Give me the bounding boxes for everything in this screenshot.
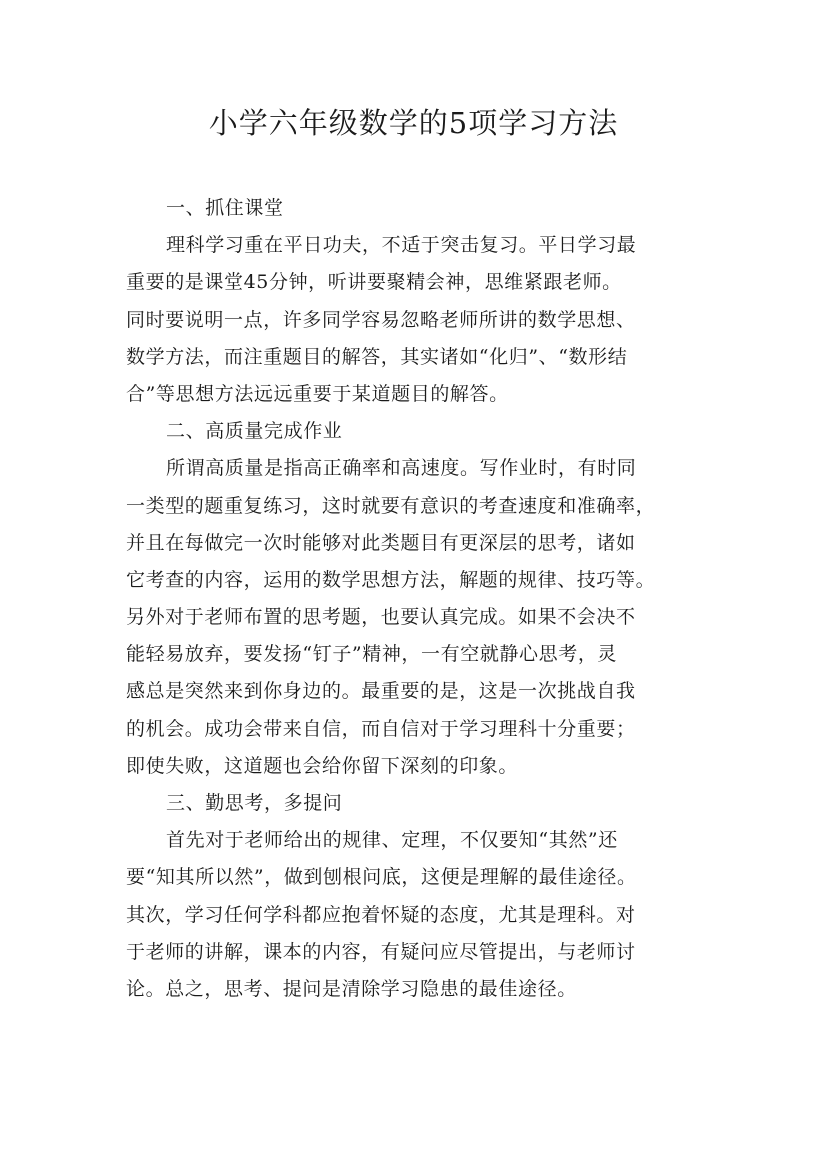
paragraph-line: 能轻易放弃，要发扬“钉子”精神，一有空就静心思考，灵 [126, 643, 618, 666]
paragraph-line: 它考查的内容，运用的数学思想方法，解题的规律、技巧等。 [126, 568, 656, 591]
paragraph-line-first: 所谓高质量是指高正确率和高速度。写作业时，有时同 [166, 457, 637, 480]
paragraph-line: 论。总之，思考、提问是清除学习隐患的最佳途径。 [126, 977, 577, 1000]
paragraph-line: 合”等思想方法远远重要于某道题目的解答。 [126, 382, 509, 405]
paragraph-line: 数学方法，而注重题目的解答，其实诸如“化归”、“数形结 [126, 345, 628, 368]
document-body [126, 190, 706, 1008]
paragraph-line-first: 二、高质量完成作业 [166, 420, 343, 443]
paragraph-line-first: 首先对于老师给出的规律、定理，不仅要知“其然”还 [166, 829, 618, 852]
paragraph-line: 即使失败，这道题也会给你留下深刻的印象。 [126, 754, 519, 777]
document-title: 小学六年级数学的5项学习方法 [208, 106, 619, 140]
paragraph-line: 同时要说明一点，许多同学容易忽略老师所讲的数学思想、 [126, 308, 636, 331]
paragraph-line-first: 理科学习重在平日功夫，不适于突击复习。平日学习最 [166, 234, 637, 257]
paragraph-line: 于老师的讲解，课本的内容，有疑问应尽管提出，与老师讨 [126, 940, 636, 963]
paragraph-line: 的机会。成功会带来自信，而自信对于学习理科十分重要； [126, 717, 636, 740]
paragraph-line: 并且在每做完一次时能够对此类题目有更深层的思考，诸如 [126, 531, 636, 554]
paragraph-line: 要“知其所以然”，做到刨根问底，这便是理解的最佳途径。 [126, 866, 637, 889]
paragraph-line: 另外对于老师布置的思考题，也要认真完成。如果不会决不 [126, 606, 636, 629]
paragraph-line: 重要的是课堂45分钟，听讲要聚精会神，思维紧跟老师。 [126, 271, 622, 294]
paragraph-line: 其次，学习任何学科都应抱着怀疑的态度，尤其是理科。对 [126, 903, 636, 926]
paragraph-line-first: 一、抓住课堂 [166, 197, 284, 219]
paragraph-line: 一类型的题重复练习，这时就要有意识的考查速度和准确率， [126, 494, 656, 517]
paragraph-line-first: 三、勤思考，多提问 [166, 792, 343, 814]
paragraph-line: 感总是突然来到你身边的。最重要的是，这是一次挑战自我 [126, 680, 636, 703]
